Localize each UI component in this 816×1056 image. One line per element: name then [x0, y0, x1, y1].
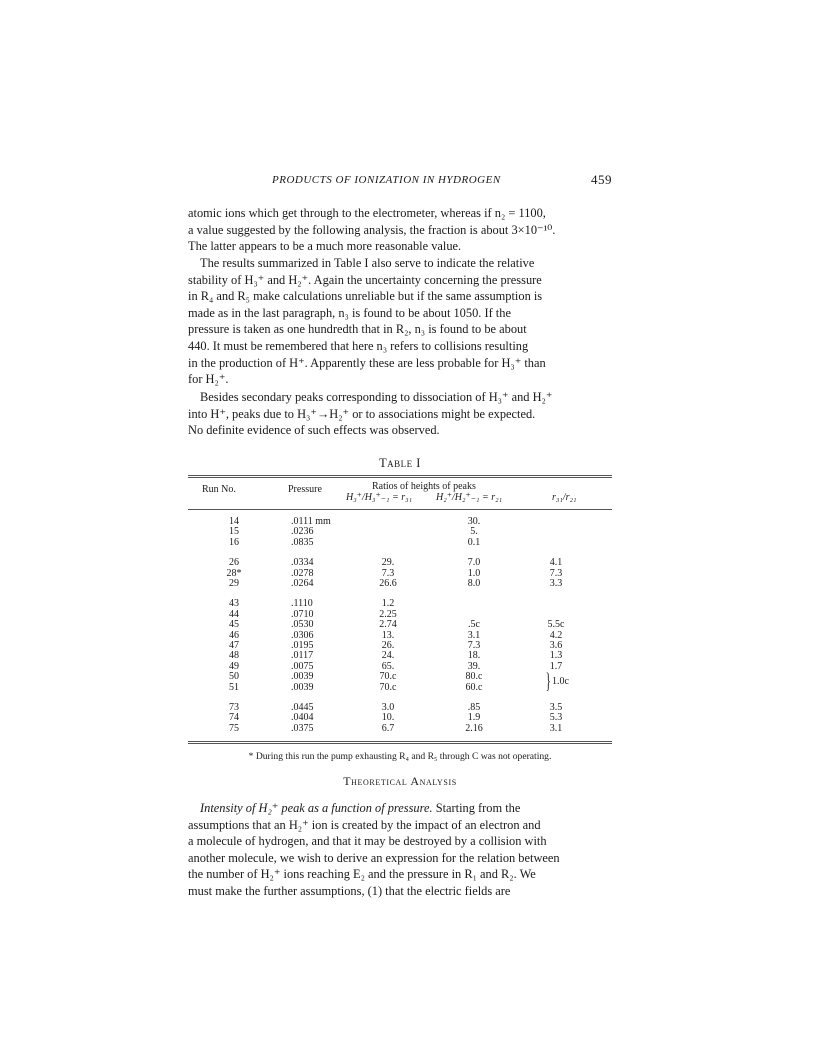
running-title: PRODUCTS OF IONIZATION IN HYDROGEN — [272, 174, 501, 186]
text-line: assumptions that an H₂⁺ ion is created by the impact of an electron and — [188, 817, 541, 832]
cell-r31: 2.25 — [379, 608, 397, 620]
cell-pressure: .0039 — [291, 681, 314, 693]
cell-run: 28* — [226, 567, 242, 579]
cell-pressure: .0039 — [291, 671, 314, 683]
table-header-rule — [188, 509, 612, 510]
cell-ratio: 1.3 — [549, 650, 563, 662]
text-line — [188, 800, 612, 817]
cell-run: 44 — [229, 608, 239, 620]
cell-r31: 10. — [381, 712, 395, 724]
table-footnote: * During this run the pump exhausting R₄ and R₅ through C was not operating. — [248, 751, 552, 762]
cell-run: 74 — [229, 712, 239, 724]
table-row — [188, 527, 612, 537]
cell-r31: 3.0 — [381, 702, 395, 713]
cell-r21: .5c — [468, 619, 480, 631]
table-row — [188, 558, 612, 568]
cell-r21: 39. — [467, 660, 481, 672]
text-line: must make the further assumptions, (1) that the electric fields are — [188, 883, 511, 898]
cell-ratio: 3.1 — [549, 722, 563, 734]
cell-r31: 70.c — [379, 681, 397, 693]
section-heading: Theoretical Analysis — [343, 774, 457, 788]
cell-run: 26 — [229, 557, 239, 569]
cell-pressure: .0404 — [291, 712, 314, 724]
cell-pressure: .0111 mm — [291, 516, 331, 527]
cell-ratio: 4.1 — [549, 557, 563, 569]
text-line: The latter appears to be a much more reasonable value. — [188, 239, 462, 254]
cell-pressure: .0306 — [291, 629, 314, 641]
table-row — [188, 703, 612, 713]
cell-pressure: .0236 — [291, 526, 314, 538]
cell-r21: 0.1 — [467, 536, 481, 548]
table-row — [188, 517, 612, 527]
cell-r21: 1.0 — [467, 567, 481, 579]
cell-r21: .85 — [467, 702, 481, 713]
cell-run: 75 — [229, 722, 239, 734]
cell-run: 15 — [229, 526, 239, 538]
cell-r31: 7.3 — [381, 567, 395, 579]
text-line: pressure is taken as one hundredth that in R₂, n₃ is found to be about — [188, 322, 527, 337]
text-line: 440. It must be remembered that here n₃ refers to collisions resulting — [188, 338, 529, 353]
header-run: Run No. — [202, 484, 236, 495]
table-bottom-rule-2 — [188, 743, 612, 744]
table-row — [188, 713, 612, 723]
cell-r31: 24. — [381, 650, 395, 662]
cell-r31: 1.2 — [381, 598, 395, 610]
text-line: The results summarized in Table I also serve to indicate the relative — [200, 256, 535, 270]
cell-run: 46 — [229, 629, 239, 641]
text-line: No definite evidence of such effects was observed. — [188, 423, 440, 438]
cell-run: 43 — [229, 598, 239, 610]
cell-ratio: 5.5c — [547, 619, 565, 631]
cell-pressure: .0278 — [291, 567, 314, 579]
cell-r21: 3.1 — [467, 629, 481, 641]
cell-run: 16 — [229, 536, 239, 548]
cell-run: 47 — [229, 640, 239, 651]
cell-r21: 7.3 — [467, 640, 481, 651]
cell-pressure: .0117 — [291, 650, 314, 662]
cell-r21: 18. — [467, 650, 481, 662]
table-row — [188, 569, 612, 579]
cell-ratio: 3.6 — [549, 640, 563, 651]
cell-ratio: 7.3 — [549, 567, 563, 579]
cell-run: 29 — [229, 578, 239, 589]
text-line: a value suggested by the following analysis, the fraction is about 3×10⁻¹⁰. — [188, 222, 556, 237]
paragraph-3 — [188, 389, 612, 439]
text-line: made as in the last paragraph, n₃ is found to be about 1050. If the — [188, 305, 511, 320]
text-fragment: Starting from the — [435, 801, 521, 815]
text-line: the number of H₂⁺ ions reaching E₂ and the pressure in R₁ and R₂. We — [188, 867, 536, 882]
cell-pressure: .1110 — [291, 598, 313, 610]
cell-pressure: .0835 — [291, 536, 314, 548]
running-head — [188, 174, 612, 192]
paragraph-2 — [188, 255, 612, 388]
cell-pressure: .0264 — [291, 578, 314, 589]
header-r31: H₃⁺/H₃⁺₋₁ = r₃₁ — [346, 492, 413, 503]
text-line: stability of H₃⁺ and H₂⁺. Again the uncertainty concerning the pressure — [188, 272, 542, 287]
cell-pressure: .0530 — [291, 619, 314, 631]
cell-r21: 2.16 — [465, 722, 483, 734]
cell-run: 51 — [229, 681, 239, 693]
page-number: 459 — [591, 172, 612, 187]
text-line: Besides secondary peaks corresponding to dissociation of H₃⁺ and H₂⁺ — [200, 390, 553, 404]
paragraph-1 — [188, 205, 612, 255]
cell-pressure: .0375 — [291, 722, 314, 734]
table-top-rule-2 — [188, 477, 612, 478]
cell-r31: 6.7 — [381, 722, 395, 734]
cell-ratio: 4.2 — [549, 629, 563, 641]
table-top-rule — [188, 475, 612, 476]
table-row — [188, 651, 612, 661]
cell-r31: 65. — [381, 660, 395, 672]
table-row — [188, 631, 612, 641]
cell-run: 45 — [229, 619, 239, 631]
table-row — [188, 641, 612, 651]
table-bottom-rule — [188, 741, 612, 742]
cell-r31: 26.6 — [379, 578, 397, 589]
paragraph-lead: Intensity of H₂⁺ peak as a function of pressure. — [200, 801, 433, 815]
table-row — [188, 620, 612, 630]
cell-run: 14 — [229, 516, 239, 527]
cell-run: 73 — [229, 702, 239, 713]
cell-r31: 29. — [381, 557, 395, 569]
text-line: for H₂⁺. — [188, 372, 229, 387]
cell-pressure: .0710 — [291, 608, 314, 620]
text-line: in R₄ and R₅ make calculations unreliable but if the same assumption is — [188, 289, 543, 304]
table-row — [188, 538, 612, 548]
text-line: into H⁺, peaks due to H₃⁺→H₂⁺ or to associations might be expected. — [188, 406, 536, 421]
cell-r21: 5. — [470, 526, 478, 538]
cell-run: 49 — [229, 660, 239, 672]
paragraph-4 — [188, 800, 612, 900]
header-ratios: Ratios of heights of peaks — [372, 481, 476, 492]
cell-ratio: 5.3 — [549, 712, 563, 724]
cell-ratio-brace: 1.0c — [552, 676, 569, 688]
text-line: another molecule, we wish to derive an expression for the relation between — [188, 850, 560, 865]
table-row — [188, 579, 612, 589]
cell-r21: 8.0 — [467, 578, 481, 589]
cell-r21: 1.9 — [467, 712, 481, 724]
cell-ratio: 1.7 — [549, 660, 563, 672]
cell-run: 48 — [229, 650, 239, 662]
cell-pressure: .0195 — [291, 640, 314, 651]
table-row — [188, 724, 612, 734]
text-line: a molecule of hydrogen, and that it may be destroyed by a collision with — [188, 834, 547, 849]
cell-ratio: 3.5 — [549, 702, 563, 713]
cell-r21: 80.c — [465, 671, 483, 683]
header-ratio: r₃₁/r₂₁ — [552, 492, 577, 503]
cell-pressure: .0075 — [291, 660, 314, 672]
cell-r31: 70.c — [379, 671, 397, 683]
table-row — [188, 683, 612, 693]
header-pressure: Pressure — [288, 484, 322, 495]
cell-r31: 2.74 — [379, 619, 397, 631]
text-line: atomic ions which get through to the electrometer, whereas if n₂ = 1100, — [188, 206, 546, 220]
cell-r31: 26. — [381, 640, 395, 651]
brace-icon: } — [545, 668, 551, 694]
cell-r21: 60.c — [465, 681, 483, 693]
cell-r31: 13. — [381, 629, 395, 641]
header-r21: H₂⁺/H₂⁺₋₁ = r₂₁ — [436, 492, 503, 503]
table-title: Table I — [379, 456, 421, 470]
table-row — [188, 599, 612, 609]
cell-ratio: 3.3 — [549, 578, 563, 589]
cell-r21: 7.0 — [467, 557, 481, 569]
cell-pressure: .0445 — [291, 702, 314, 713]
cell-pressure: .0334 — [291, 557, 314, 569]
text-line: in the production of H⁺. Apparently these are less probable for H₃⁺ than — [188, 355, 546, 370]
cell-run: 50 — [229, 671, 239, 683]
cell-r21: 30. — [467, 516, 481, 527]
table-body — [188, 517, 612, 737]
